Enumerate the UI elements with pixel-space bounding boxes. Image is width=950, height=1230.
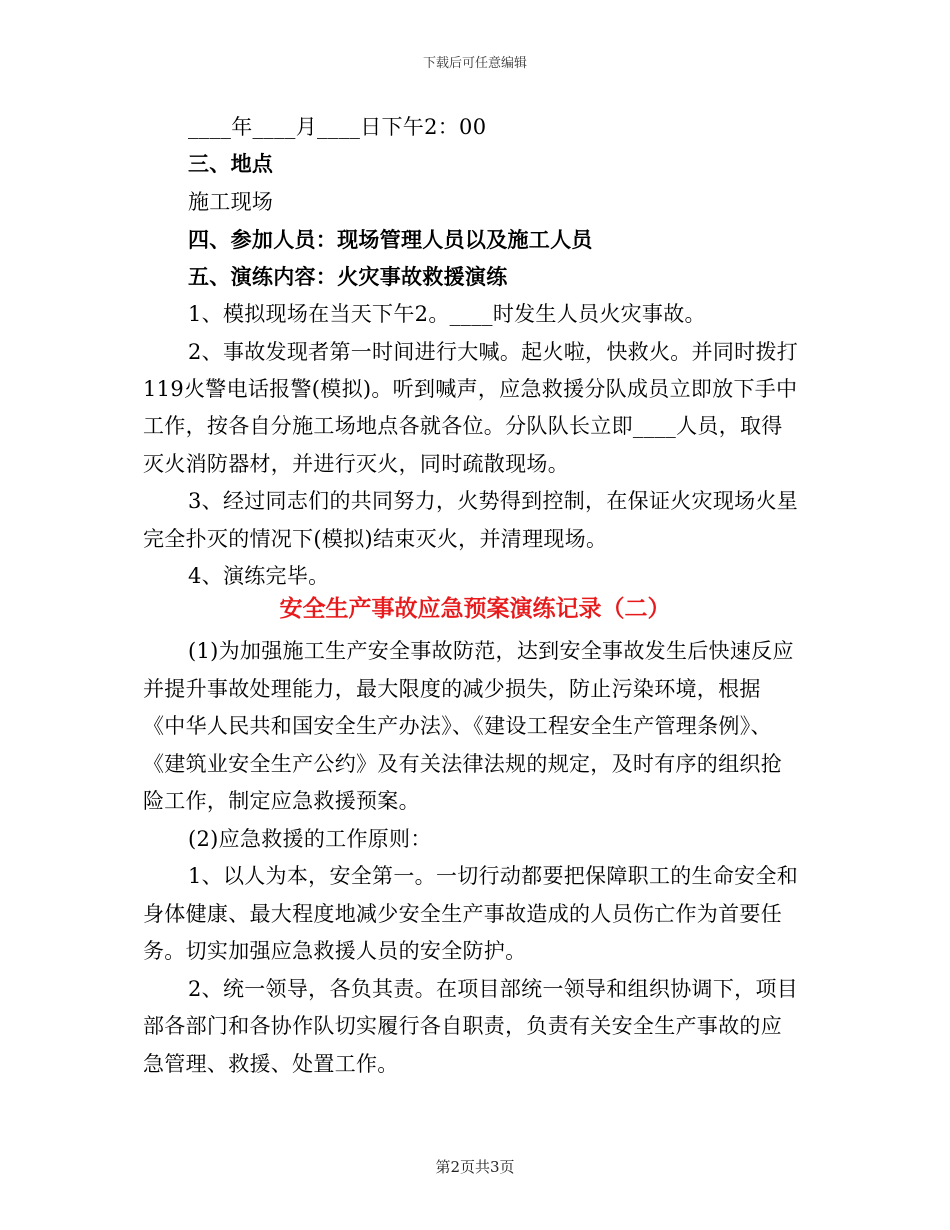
paragraph-line: 并提升事故处理能力，最大限度的减少损失，防止污染环境，根据 (143, 677, 761, 701)
paragraph-line: 《建筑业安全生产公约》及有关法律法规的规定，及时有序的组织抢 (143, 752, 782, 776)
paragraph-line: 务。切实加强应急救援人员的安全防护。 (143, 939, 527, 963)
page-footer: 第2页共3页 (435, 1158, 515, 1176)
section-4-heading: 四、参加人员：现场管理人员以及施工人员 (188, 227, 593, 252)
paragraph-line: 2、事故发现者第一时间进行大喊。起火啦，快救火。并同时拨打 (188, 340, 799, 364)
paragraph-line: 灭火消防器材，并进行灭火，同时疏散现场。 (143, 452, 569, 476)
paragraph-line: 工作，按各自分施工场地点各就各位。分队队长立即____人员，取得 (143, 414, 783, 438)
section-title: 安全生产事故应急预案演练记录（二） (279, 595, 671, 622)
paragraph-line: (1)为加强施工生产安全事故防范，达到安全事故发生后快速反应 (188, 639, 794, 663)
paragraph-line: 急管理、救援、处置工作。 (143, 1052, 399, 1076)
section-5-heading: 五、演练内容：火灾事故救援演练 (188, 264, 508, 289)
date-line: ____年____月____日下午2：00 (188, 115, 487, 139)
paragraph-line: 身体健康、最大程度地减少安全生产事故造成的人员伤亡作为首要任 (143, 902, 782, 926)
paragraph-line: 3、经过同志们的共同努力，火势得到控制，在保证火灾现场火星 (188, 489, 799, 513)
paragraph-line: 《中华人民共和国安全生产办法》、《建设工程安全生产管理条例》、 (143, 714, 772, 738)
paragraph-line: (2)应急救援的工作原则： (188, 827, 432, 851)
location-text: 施工现场 (188, 190, 274, 214)
paragraph-line: 1、模拟现场在当天下午2。____时发生人员火灾事故。 (188, 302, 706, 326)
paragraph-line: 4、演练完毕。 (188, 564, 330, 588)
paragraph-line: 1、以人为本，安全第一。一切行动都要把保障职工的生命安全和 (188, 864, 799, 888)
paragraph-line: 2、统一领导，各负其责。在项目部统一领导和组织协调下，项目 (188, 977, 799, 1001)
paragraph-line: 119火警电话报警(模拟)。听到喊声，应急救援分队成员立即放下手中 (143, 377, 798, 401)
section-3-heading: 三、地点 (188, 151, 274, 176)
paragraph-line: 完全扑灭的情况下(模拟)结束灭火，并清理现场。 (143, 527, 608, 551)
paragraph-line: 部各部门和各协作队切实履行各自职责，负责有关安全生产事故的应 (143, 1014, 782, 1038)
paragraph-line: 险工作，制定应急救援预案。 (143, 789, 420, 813)
page-header: 下载后可任意编辑 (422, 56, 527, 71)
